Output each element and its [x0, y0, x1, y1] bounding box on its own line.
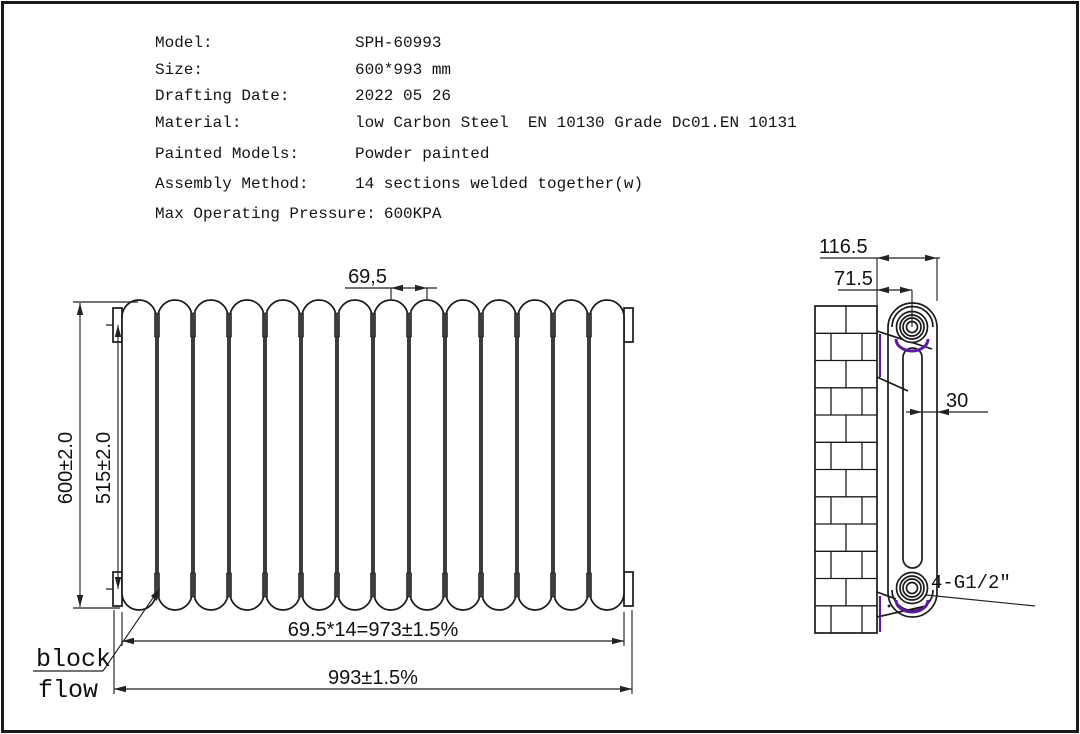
- weld-connector-top: [263, 313, 268, 337]
- dim-inner-height: 515±2.0: [93, 431, 115, 505]
- bushing-bottom-right: [624, 572, 633, 606]
- spec-value: 2022 05 26: [355, 87, 452, 105]
- radiator-section: [194, 300, 228, 610]
- radiator-sections: [122, 300, 624, 610]
- arrowhead: [900, 287, 912, 293]
- spec-value: SPH-60993: [355, 34, 442, 52]
- dim-section-width: 69,5: [348, 266, 387, 288]
- side-view: [815, 236, 1035, 633]
- radiator-section: [410, 300, 444, 610]
- spec-value: low Carbon Steel EN 10130 Grade Dc01.EN 10131: [355, 114, 797, 132]
- arrowhead: [122, 638, 134, 644]
- dim-overall-width: 993±1.5%: [328, 667, 418, 689]
- label-flow: flow: [38, 676, 99, 705]
- arrowhead: [620, 686, 632, 692]
- dim-overall-height: 600±2.0: [55, 431, 77, 505]
- spec-value: 14 sections welded together(w): [355, 175, 644, 193]
- radiator-section: [554, 300, 588, 610]
- spec-label: Material:: [155, 114, 242, 132]
- label-block: block: [36, 645, 112, 674]
- connection-bottom-outer: [897, 573, 928, 604]
- brick-joints: [815, 306, 877, 633]
- arrowhead: [391, 285, 403, 291]
- weld-connector-top: [227, 313, 232, 337]
- weld-connector-bottom: [299, 573, 304, 597]
- arrowhead: [114, 686, 126, 692]
- radiator-section: [590, 300, 624, 610]
- radiator-section: [518, 300, 552, 610]
- front-view: [33, 266, 633, 705]
- dim-tube-width: 30: [946, 390, 969, 412]
- arrowhead: [877, 255, 889, 261]
- weld-connector-top: [515, 313, 520, 337]
- radiator-section: [266, 300, 300, 610]
- arrowhead: [877, 287, 889, 293]
- radiator-section: [158, 300, 192, 610]
- label-connection-thread: 4-G1/2″: [931, 572, 1011, 594]
- weld-connector-top: [371, 313, 376, 337]
- weld-connector-bottom: [479, 573, 484, 597]
- weld-connector-top: [407, 313, 412, 337]
- radiator-section: [338, 300, 372, 610]
- weld-connector-bottom: [191, 573, 196, 597]
- dim-center-distance: 71.5: [834, 268, 873, 290]
- weld-connector-top: [551, 313, 556, 337]
- weld-connector-bottom: [335, 573, 340, 597]
- spec-label: Max Operating Pressure:: [155, 205, 376, 223]
- weld-connector-bottom: [515, 573, 520, 597]
- spec-label: Model:: [155, 34, 213, 52]
- bushing-top-right: [624, 308, 633, 342]
- dim-sections-total: 69.5*14=973±1.5%: [287, 619, 459, 641]
- weld-connector-top: [191, 313, 196, 337]
- radiator-section: [374, 300, 408, 610]
- weld-connector-top: [587, 313, 592, 337]
- arrowhead: [77, 303, 83, 315]
- weld-connector-bottom: [227, 573, 232, 597]
- weld-connector-top: [299, 313, 304, 337]
- radiator-section: [122, 300, 156, 610]
- bracket-mark: [888, 605, 891, 608]
- weld-connector-top: [479, 313, 484, 337]
- spec-label: Size:: [155, 61, 204, 79]
- weld-connector-bottom: [371, 573, 376, 597]
- brick-wall: [815, 306, 877, 633]
- weld-connector-top: [155, 313, 160, 337]
- weld-connector-bottom: [443, 573, 448, 597]
- radiator-section: [230, 300, 264, 610]
- spec-value: 600KPA: [383, 205, 442, 223]
- spec-value: 600*993 mm: [355, 61, 452, 79]
- arrowhead: [612, 638, 624, 644]
- weld-connector-bottom: [263, 573, 268, 597]
- dim-depth: 116.5: [819, 236, 868, 258]
- radiator-section: [302, 300, 336, 610]
- spec-label: Drafting Date:: [155, 87, 290, 105]
- weld-connector-bottom: [407, 573, 412, 597]
- weld-connector-top: [335, 313, 340, 337]
- arrowhead: [77, 595, 83, 607]
- radiator-section: [482, 300, 516, 610]
- weld-connector-bottom: [587, 573, 592, 597]
- weld-connector-top: [443, 313, 448, 337]
- spec-label: Painted Models:: [155, 145, 300, 163]
- radiator-section: [446, 300, 480, 610]
- arrowhead: [415, 285, 427, 291]
- spec-value: Powder painted: [355, 145, 490, 163]
- arrowhead: [925, 255, 937, 261]
- weld-connector-bottom: [551, 573, 556, 597]
- spec-label: Assembly Method:: [155, 175, 309, 193]
